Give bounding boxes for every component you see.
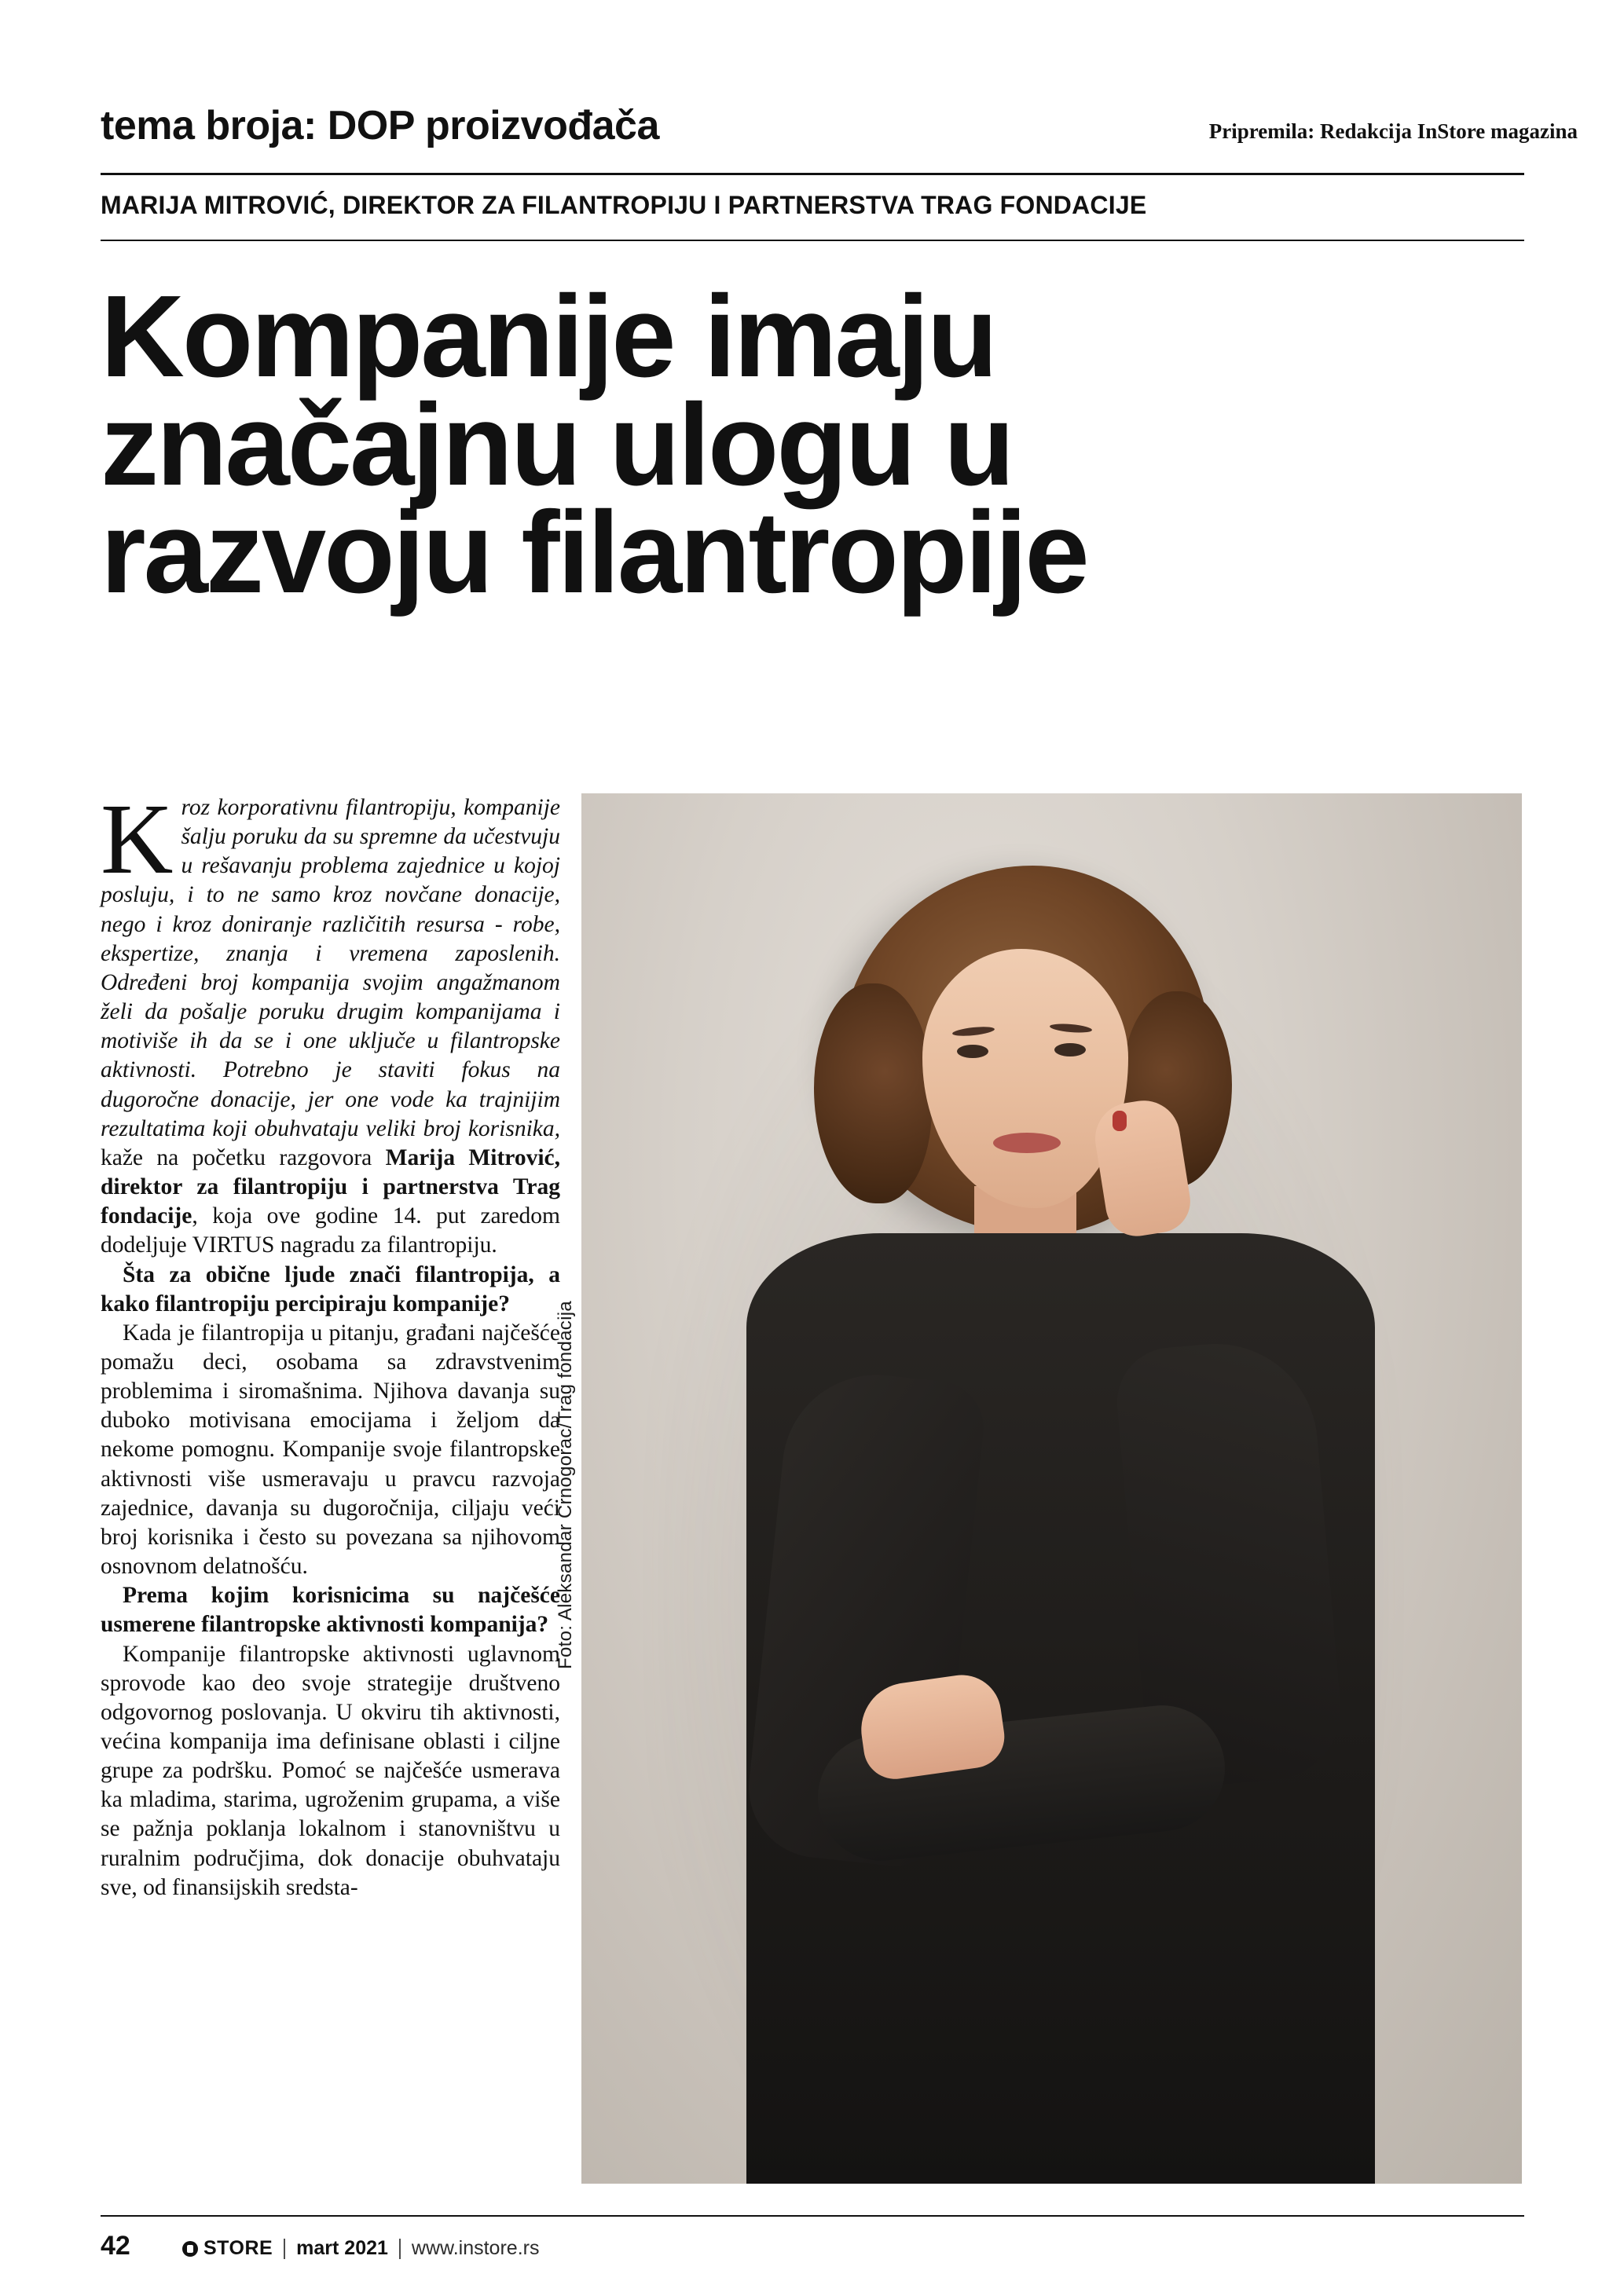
prepared-by-credit: Pripremila: Redakcija InStore magazina — [1208, 119, 1578, 143]
lead-plain-text-2: , koja ove godine 14. put zaredom dodeljuje VIRTUS nagradu za filantropiju. — [101, 1203, 560, 1258]
section-kicker — [101, 102, 659, 149]
question-2: Prema kojim korisnicima su najčešće usmerene filantropske aktivnosti kompanija? — [101, 1583, 560, 1638]
logo-dot-icon — [182, 2241, 198, 2257]
photo-credit: Foto: Aleksandar Crnogorac/Trag fondacija — [555, 1301, 576, 1669]
interviewee-photo — [581, 793, 1522, 2184]
footer-meta — [182, 2237, 539, 2260]
kicker-strong-text: DOP proizvođača — [327, 103, 659, 148]
lead-plain-text-1: kaže na početku razgovora — [101, 1144, 386, 1170]
subject-divider — [101, 240, 1524, 241]
portrait-eye-left — [957, 1045, 988, 1058]
logo-text: STORE — [203, 2237, 273, 2259]
footer-separator-1 — [284, 2239, 285, 2259]
lead-paragraph — [101, 783, 561, 1261]
interviewee-line: MARIJA MITROVIĆ, DIREKTOR ZA FILANTROPIJU I PARTNERSTVA TRAG FONDACIJE — [101, 191, 1147, 219]
answer-2: Kompanije filantropske aktivnosti uglavnom sprovode kao deo svoje strategije društveno odgovornog poslovanja. U okviru tih aktivnosti, većina kompanija ima definisane oblasti i ciljne grupe za podršku. Pomoć se najčešće usmerava ka mladima, starima, ugroženim grupama, a više se pažnja poklanja lokalnom i stanovništvu u ruralnim područjima, dok donacije obuhvataju sve, od finansijskih sredsta- — [101, 1641, 560, 1900]
kicker-light-text: tema broja: — [101, 103, 317, 148]
portrait-nails — [1113, 1111, 1127, 1131]
footer-divider — [101, 2215, 1524, 2217]
headline-line-3: razvoju filantropije — [101, 488, 1087, 618]
header-divider — [101, 173, 1524, 175]
drop-cap: K — [101, 783, 174, 895]
instore-logo — [182, 2237, 273, 2260]
lead-bold-name: Marija Mitrović, direktor za filantropiju i partnerstva Trag fondacije — [101, 1144, 561, 1229]
issue-date: mart 2021 — [296, 2237, 388, 2259]
headline-line-1: Kompanije imaju — [101, 272, 996, 401]
lead-italic-text: roz korporativnu filantropiju, kompanije šalju poruku da su spremne da učestvuju u rešavanju problema zajednice u kojoj posluju, i to ne samo kroz novčane donacije, nego i kroz doniranje različitih resursa - robe, ekspertize, znanja i vremena zaposlenih. Određeni broj kompanija svojim angažmanom želi da pošalje poruku drugim kompanijama i motiviše ih da se i one uključe u filantropske aktivnosti. Potrebno je staviti fokus na dugoročne donacije, jer one vode ka trajnijim rezultatima koji obuhvataju veliki broj korisnika, — [101, 795, 560, 1141]
headline-line-2: značajnu ulogu u — [101, 379, 1013, 510]
footer-separator-2 — [399, 2239, 401, 2259]
page-header — [101, 102, 1624, 165]
portrait-eye-right — [1054, 1043, 1086, 1056]
answer-1: Kada je filantropija u pitanju, građani najčešće pomažu deci, osobama sa zdravstvenim problemima i siromašnima. Njihova davanja su duboko motivisana emocijama i željom da nekome pomognu. Kompanije svoje filantropske aktivnosti više usmeravaju u pravcu razvoja zajednice, davanja su dugoročnija, ciljaju veći broj korisnika i često su povezana sa njihovom osnovnom delatnošću. — [101, 1320, 560, 1580]
page-number: 42 — [101, 2231, 130, 2261]
website-url: www.instore.rs — [411, 2237, 540, 2259]
page-title — [101, 272, 1538, 618]
portrait-lips — [993, 1133, 1061, 1153]
article-body-column — [101, 783, 561, 1902]
question-1: Šta za obične ljude znači filantropija, a kako filantropiju percipiraju kompanije? — [101, 1262, 560, 1316]
